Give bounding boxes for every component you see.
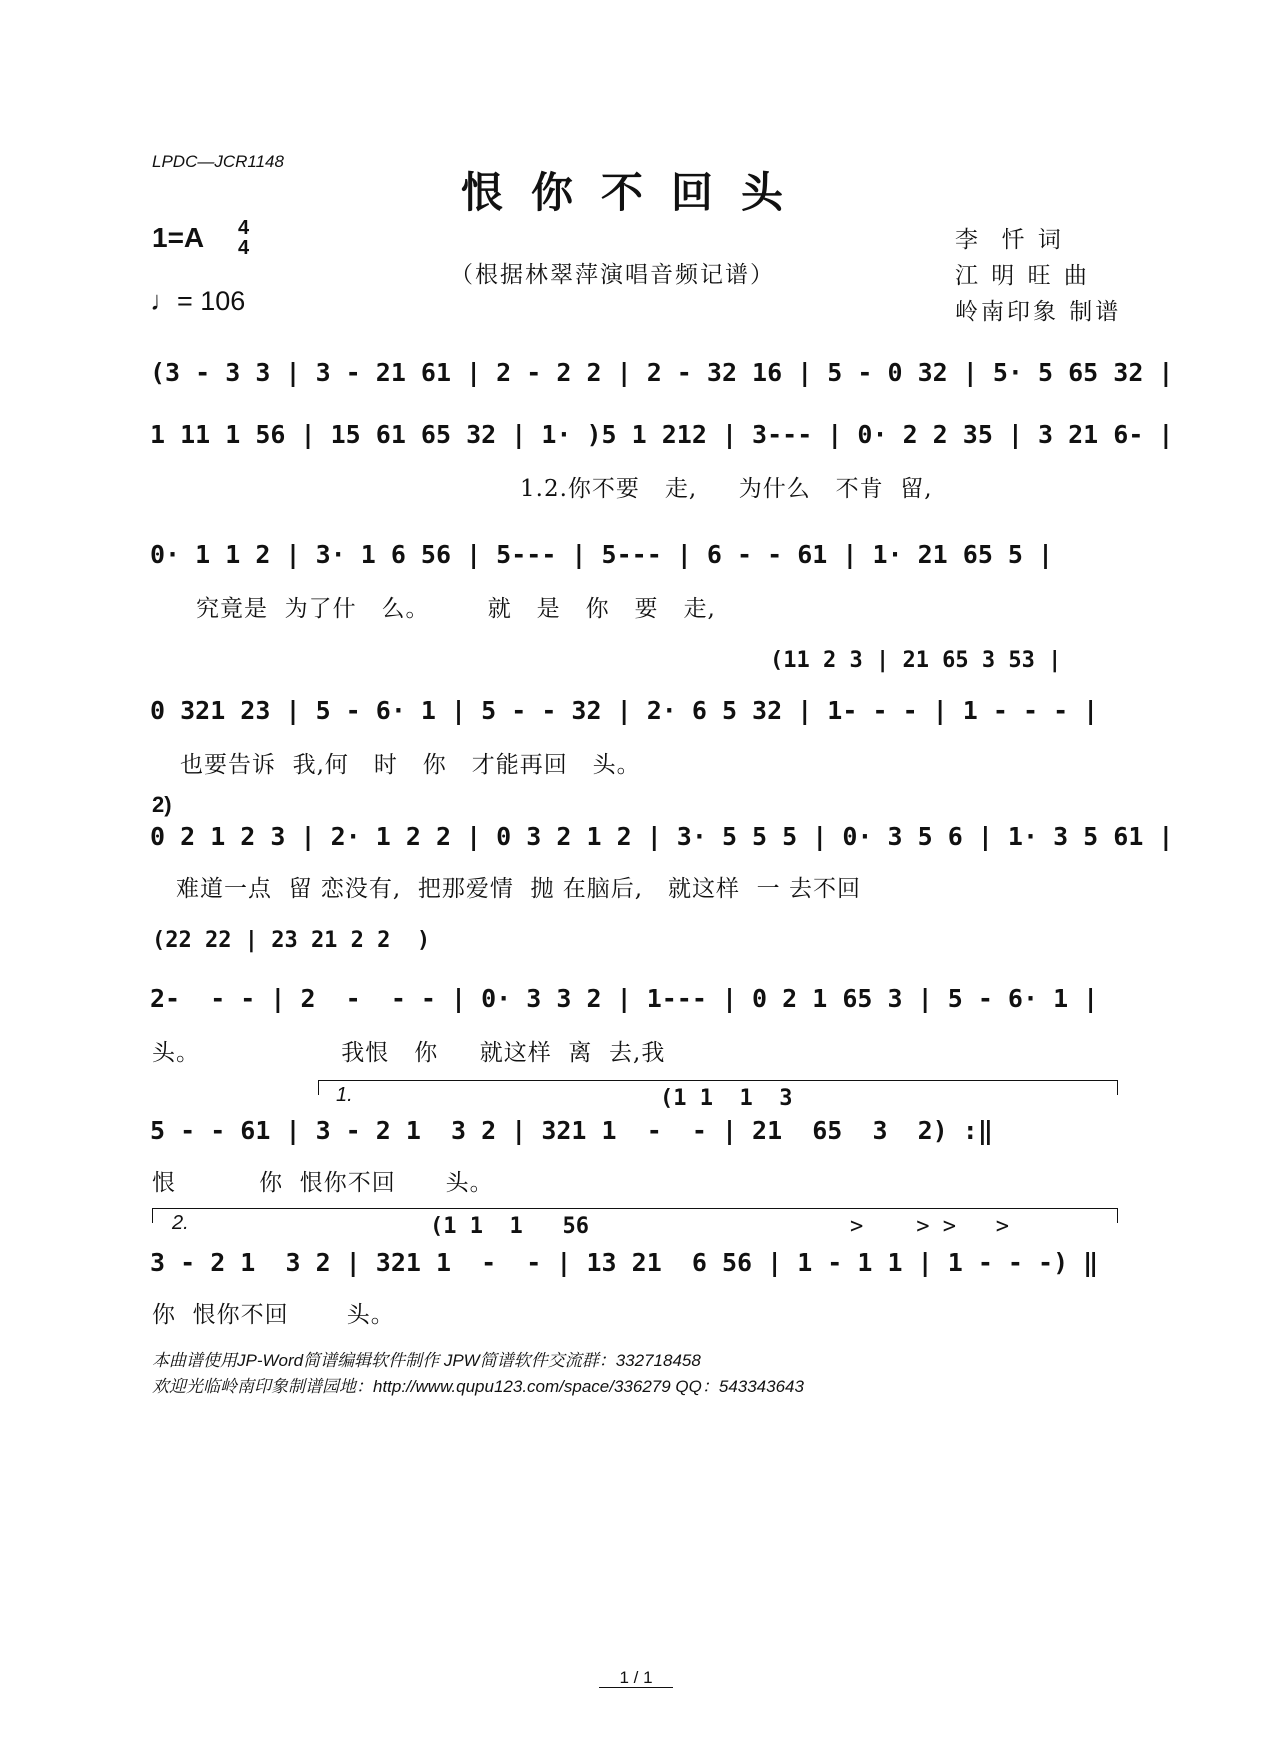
page-number	[0, 1668, 1272, 1688]
lyricist: 李 忏 词	[955, 227, 1064, 253]
ending-1-label: 1.	[336, 1084, 353, 1106]
lyrics-row-7: 恨 你 恨你不回 头。	[152, 1170, 494, 1196]
volta-2-label: 2)	[152, 792, 172, 817]
interlude-row-7: (1 1 1 3	[660, 1086, 793, 1111]
interlude-row-8: (1 1 1 56	[430, 1214, 589, 1239]
notation-row-1: (3 - 3 3 | 3 - 21 61 | 2 - 2 2 | 2 - 32 16 | 5 - 0 32 | 5· 5 65 32 |	[150, 358, 1174, 387]
notation-row-8: 3 - 2 1 3 2 | 321 1 - - | 13 21 6 56 | 1 - 1 1 | 1 - - -) ‖	[150, 1248, 1099, 1277]
footer-software-line: 本曲谱使用JP-Word简谱编辑软件制作 JPW简谱软件交流群：332718458	[152, 1351, 701, 1370]
ending-2-label: 2.	[172, 1212, 189, 1234]
credits	[955, 222, 1121, 330]
lyrics-row-4: 也要告诉 我,何 时 你 才能再回 头。	[180, 752, 641, 778]
page-number-text: 1 / 1	[599, 1668, 672, 1688]
lyrics-row-5: 难道一点 留 恋没有, 把那爱情 抛 在脑后, 就这样 一 去不回	[176, 876, 861, 902]
time-signature-bottom: 4	[238, 237, 250, 259]
footer-website-line: 欢迎光临岭南印象制谱园地：http://www.qupu123.com/space/336279 QQ：543343643	[152, 1377, 804, 1396]
key-signature: 1=A	[152, 222, 205, 253]
accent-marks: > > > >	[850, 1214, 1009, 1239]
notation-row-4: 0 321 23 | 5 - 6· 1 | 5 - - 32 | 2· 6 5 32 | 1- - - | 1 - - - |	[150, 696, 1099, 725]
lyrics-row-3: 究竟是 为了什 么。 就 是 你 要 走,	[196, 596, 716, 622]
lyrics-row-6: 头。 我恨 你 就这样 离 去,我	[152, 1040, 666, 1066]
interlude-row-6: (22 22 | 23 21 2 2 )	[152, 928, 431, 953]
notation-row-2: 1 11 1 56 | 15 61 65 32 | 1· )5 1 212 | 3--- | 0· 2 2 35 | 3 21 6- |	[150, 420, 1174, 449]
composer: 江 明 旺 曲	[955, 263, 1090, 289]
time-signature-top: 4	[238, 217, 250, 239]
lyrics-row-8: 你 恨你不回 头。	[152, 1302, 395, 1328]
notation-row-3: 0· 1 1 2 | 3· 1 6 56 | 5--- | 5--- | 6 - - 61 | 1· 21 65 5 |	[150, 540, 1054, 569]
notation-row-6: 2- - - | 2 - - - | 0· 3 3 2 | 1--- | 0 2 1 65 3 | 5 - 6· 1 |	[150, 984, 1099, 1013]
interlude-row-4: (11 2 3 | 21 65 3 53 |	[770, 648, 1062, 673]
subtitle: （根据林翠萍演唱音频记谱）	[450, 262, 775, 288]
time-signature	[238, 218, 249, 258]
lyrics-row-2: 1.2.你不要 走, 为什么 不肯 留,	[520, 476, 933, 502]
song-title: 恨你不回头	[460, 168, 811, 217]
tempo-mark: ♩= 106	[150, 286, 246, 316]
notation-row-5: 0 2 1 2 3 | 2· 1 2 2 | 0 3 2 1 2 | 3· 5 5 5 | 0· 3 5 6 | 1· 3 5 61 |	[150, 822, 1174, 851]
score-code: LPDC—JCR1148	[152, 152, 284, 171]
arranger: 岭南印象 制谱	[955, 299, 1122, 325]
notation-row-7: 5 - - 61 | 3 - 2 1 3 2 | 321 1 - - | 21 65 3 2) :‖	[150, 1116, 993, 1145]
